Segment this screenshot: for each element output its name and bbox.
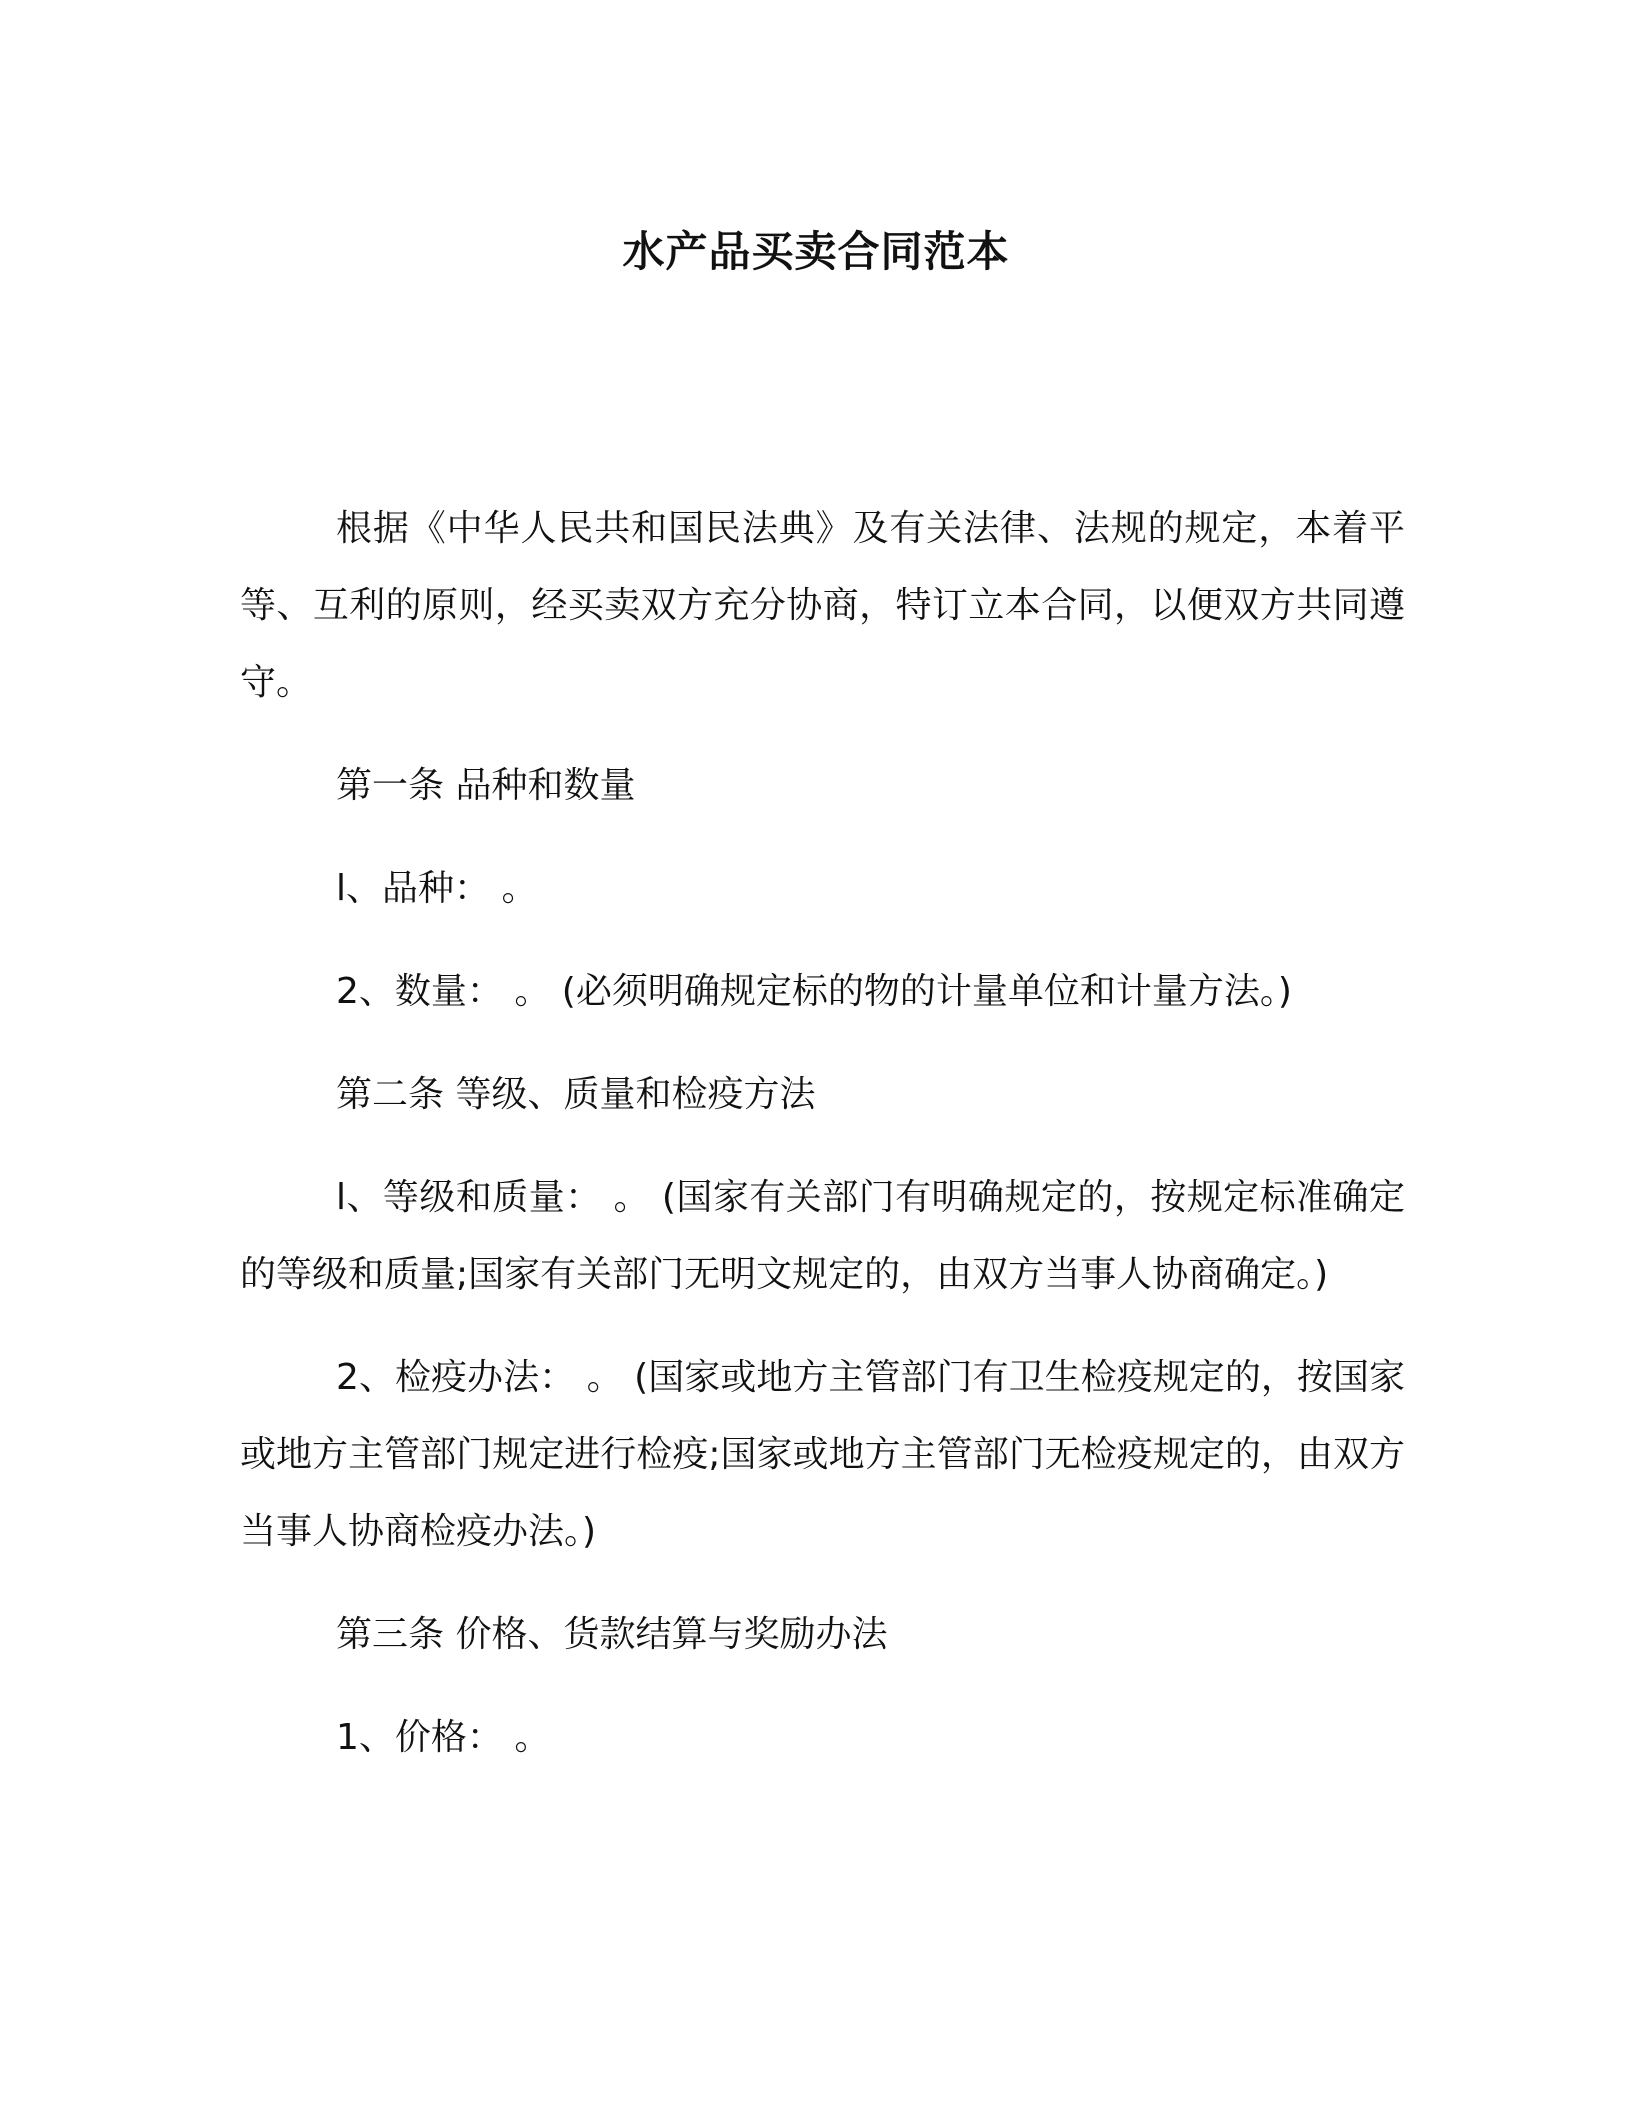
article-3-item-1: 1、价格： 。 — [336, 1717, 551, 1758]
article-1-item-2: 2、数量： 。 (必须明确规定标的物的计量单位和计量方法。) — [336, 971, 1292, 1012]
article-1-item-1: l、品种： 。 — [336, 868, 538, 909]
preamble-paragraph: 根据《中华人民共和国民法典》及有关法律、法规的规定，本着平等、互利的原则，经买卖双方充分协商，特订立本合同，以便双方共同遵守。 — [240, 508, 1405, 703]
article-1-heading: 第一条 品种和数量 — [336, 765, 636, 806]
article-3-heading: 第三条 价格、货款结算与奖励办法 — [336, 1614, 888, 1655]
article-2-item-2: 2、检疫办法： 。 (国家或地方主管部门有卫生检疫规定的，按国家或地方主管部门规定进行检疫;国家或地方主管部门无检疫规定的，由双方当事人协商检疫办法。) — [240, 1357, 1405, 1552]
document-title: 水产品买卖合同范本 — [622, 227, 1010, 276]
document-body — [240, 490, 1405, 1802]
article-2-item-1: l、等级和质量： 。 (国家有关部门有明确规定的，按规定标准确定的等级和质量;国家有关部门无明文规定的，由双方当事人协商确定。) — [240, 1177, 1405, 1295]
article-2-heading: 第二条 等级、质量和检疫方法 — [336, 1074, 816, 1115]
